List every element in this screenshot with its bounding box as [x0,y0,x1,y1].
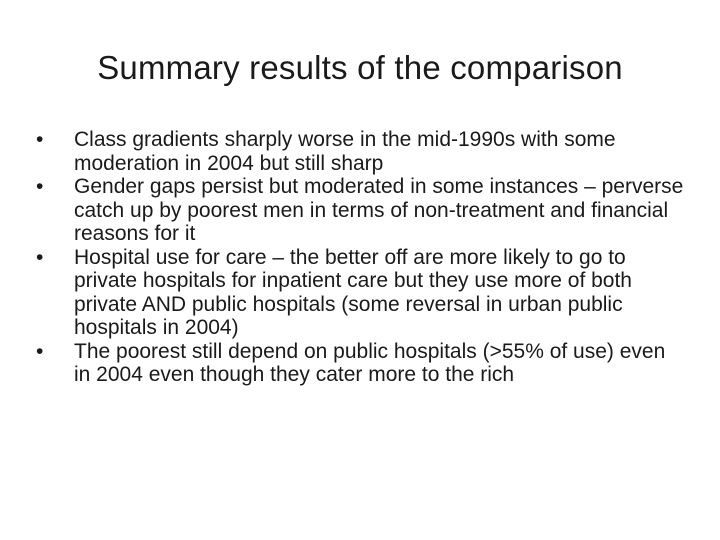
bullet-icon: • [36,245,44,269]
bullet-text: The poorest still depend on public hospitals (>55% of use) even in 2004 even though they cater more to the rich [74,339,666,386]
bullet-icon: • [36,128,44,151]
bullet-icon: • [36,339,44,363]
bullet-icon: • [36,175,44,198]
bullet-item [36,246,686,340]
bullet-item [36,340,686,387]
bullet-text: Hospital use for care – the better off are more likely to go to private hospitals for inpatient care but they use more of both private AND public hospitals (some reversal in urban public hospitals in 2004) [74,245,632,339]
bullet-text: Class gradients sharply worse in the mid-1990s with some moderation in 2004 but still sharp [74,128,616,175]
bullet-item [36,175,686,246]
slide-title: Summary results of the comparison [97,49,623,86]
bullet-text: Gender gaps persist but moderated in some instances – perverse catch up by poorest men in terms of non-treatment and financial reasons for it [74,175,684,245]
bullet-list [36,128,686,387]
bullet-item [36,128,686,175]
